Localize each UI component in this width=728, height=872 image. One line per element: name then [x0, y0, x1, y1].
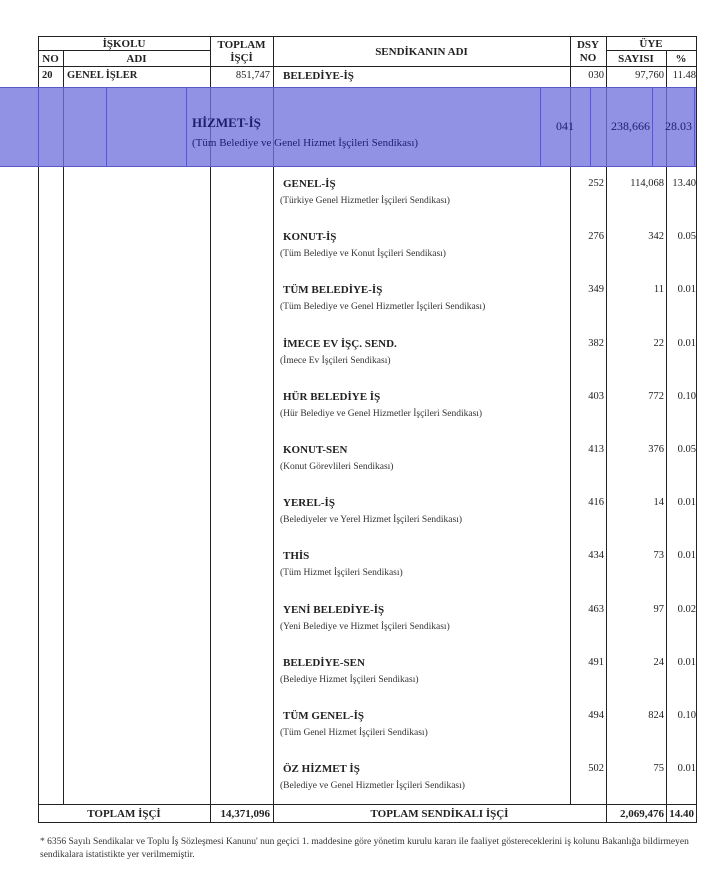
union-full-name: (Yeni Belediye ve Hizmet İşçileri Sendikası)	[280, 622, 450, 632]
union-full-name: (Konut Görevlileri Sendikası)	[280, 462, 394, 472]
header-sayisi: SAYISI	[618, 53, 654, 65]
header-dsy: DSY	[576, 39, 599, 51]
union-dsy-no: 413	[588, 444, 604, 455]
band-col-line	[694, 88, 695, 166]
union-dsy-no: 349	[588, 284, 604, 295]
union-dsy-no: 494	[588, 710, 604, 721]
band-col-line	[106, 88, 107, 166]
union-member-count: 22	[653, 338, 664, 349]
union-name: YENİ BELEDİYE-İŞ	[283, 604, 385, 616]
union-member-pct: 0.01	[677, 497, 696, 508]
union-member-count: 97	[653, 604, 664, 615]
union-member-count: 342	[648, 231, 664, 242]
highlight-union-full: (Tüm Belediye ve Genel Hizmet İşçileri Sendikası)	[192, 137, 419, 149]
union-member-pct: 0.01	[677, 763, 696, 774]
totals-label-left: TOPLAM İŞÇİ	[87, 808, 161, 820]
union-member-pct: 0.05	[677, 444, 696, 455]
highlight-union-dsy: 041	[556, 119, 574, 133]
union-name: ÖZ HİZMET İŞ	[283, 763, 360, 775]
union-dsy-no: 382	[588, 338, 604, 349]
band-col-line	[540, 88, 541, 166]
union-name: GENEL-İŞ	[283, 178, 336, 190]
union-full-name: (Belediye ve Genel Hizmetler İşçileri Sendikası)	[280, 781, 465, 791]
union-member-count: 75	[653, 763, 664, 774]
union-member-pct: 0.01	[677, 338, 696, 349]
union-member-pct: 0.01	[677, 657, 696, 668]
table-top-border	[38, 36, 696, 37]
union-pct-beledive-is: 11.48	[672, 70, 696, 81]
header-toplam: TOPLAM	[217, 39, 266, 51]
union-full-name: (Tüm Belediye ve Genel Hizmetler İşçileri Sendikası)	[280, 302, 486, 312]
totals-unionized: 2,069,476	[620, 808, 664, 820]
union-member-pct: 0.02	[677, 604, 696, 615]
band-col-line	[38, 88, 39, 166]
union-member-pct: 0.05	[677, 231, 696, 242]
union-full-name: (Türkiye Genel Hizmetler İşçileri Sendikası)	[280, 196, 450, 206]
header-sub-line-uye	[606, 50, 696, 51]
highlight-union-pct: 28.03	[665, 119, 692, 133]
union-name: TÜM GENEL-İŞ	[283, 710, 364, 722]
union-dsy-no: 276	[588, 231, 604, 242]
union-dsy-beledive-is: 030	[588, 70, 604, 81]
header-adi: ADI	[126, 53, 147, 65]
header-sendika-adi: SENDİKANIN ADI	[375, 46, 468, 58]
highlight-union-name: HİZMET-İŞ	[192, 115, 261, 130]
table-bottom-border	[38, 822, 696, 823]
union-member-pct: 0.10	[677, 391, 696, 402]
union-full-name: (Tüm Hizmet İşçileri Sendikası)	[280, 568, 403, 578]
union-member-count: 11	[653, 284, 664, 295]
union-full-name: (İmece Ev İşçileri Sendikası)	[280, 356, 391, 366]
totals-label-mid: TOPLAM SENDİKALI İŞÇİ	[370, 808, 509, 820]
union-name-beledive-is: BELEDİYE-İŞ	[283, 70, 354, 82]
union-full-name: (Belediye Hizmet İşçileri Sendikası)	[280, 675, 419, 685]
header-iskolu: İŞKOLU	[102, 38, 146, 50]
union-member-count: 772	[648, 391, 664, 402]
union-dsy-no: 416	[588, 497, 604, 508]
totals-workers: 14,371,096	[220, 808, 270, 820]
header-bottom-border	[38, 66, 696, 67]
totals-top-border	[38, 804, 696, 805]
union-member-pct: 0.01	[677, 550, 696, 561]
union-member-count: 73	[653, 550, 664, 561]
union-member-count: 114,068	[630, 178, 664, 189]
header-dsy-no: NO	[579, 52, 597, 64]
header-percent: %	[675, 53, 687, 65]
union-dsy-no: 252	[588, 178, 604, 189]
union-dsy-no: 463	[588, 604, 604, 615]
union-member-pct: 0.01	[677, 284, 696, 295]
row-total: 851,747	[235, 70, 270, 81]
union-name: İMECE EV İŞÇ. SEND.	[283, 338, 397, 350]
union-name: BELEDİYE-SEN	[283, 657, 365, 669]
highlight-union-count: 238,666	[611, 119, 650, 133]
col-line-right	[696, 36, 697, 823]
union-member-pct: 13.40	[672, 178, 696, 189]
union-name: KONUT-İŞ	[283, 231, 337, 243]
union-dsy-no: 403	[588, 391, 604, 402]
union-dsy-no: 434	[588, 550, 604, 561]
row-no: 20	[42, 70, 53, 81]
union-full-name: (Belediyeler ve Yerel Hizmet İşçileri Sendikası)	[280, 515, 463, 525]
union-full-name: (Tüm Belediye ve Konut İşçileri Sendikası)	[280, 249, 446, 259]
union-name: YEREL-İŞ	[283, 497, 335, 509]
row-name: GENEL İŞLER	[67, 70, 138, 81]
union-name: HÜR BELEDİYE İŞ	[283, 391, 381, 403]
union-dsy-no: 491	[588, 657, 604, 668]
totals-pct: 14.40	[669, 808, 694, 820]
band-col-line	[590, 88, 591, 166]
band-col-line	[186, 88, 187, 166]
union-count-beledive-is: 97,760	[635, 70, 664, 81]
union-full-name: (Tüm Genel Hizmet İşçileri Sendikası)	[280, 728, 428, 738]
union-member-count: 376	[648, 444, 664, 455]
union-member-count: 14	[653, 497, 664, 508]
union-name: TÜM BELEDİYE-İŞ	[283, 284, 383, 296]
union-dsy-no: 502	[588, 763, 604, 774]
union-full-name: (Hür Belediye ve Genel Hizmetler İşçileri Sendikası)	[280, 409, 483, 419]
highlight-band	[0, 87, 696, 167]
union-member-count: 824	[648, 710, 664, 721]
union-member-count: 24	[653, 657, 664, 668]
union-name: THİS	[283, 550, 310, 562]
header-uye: ÜYE	[639, 38, 663, 50]
header-isci: İŞÇİ	[230, 52, 253, 64]
union-member-pct: 0.10	[677, 710, 696, 721]
header-no: NO	[42, 53, 59, 65]
footnote: * 6356 Sayılı Sendikalar ve Toplu İş Sözleşmesi Kanunu' nun geçici 1. maddesine göre yönetim kurulu kararı ile faaliyet göstereceklerini iş kolunu Bakanlığa bildirmeyen sendikalara istatistikte yer verilmemiştir.	[40, 837, 689, 860]
union-name: KONUT-SEN	[283, 444, 348, 456]
